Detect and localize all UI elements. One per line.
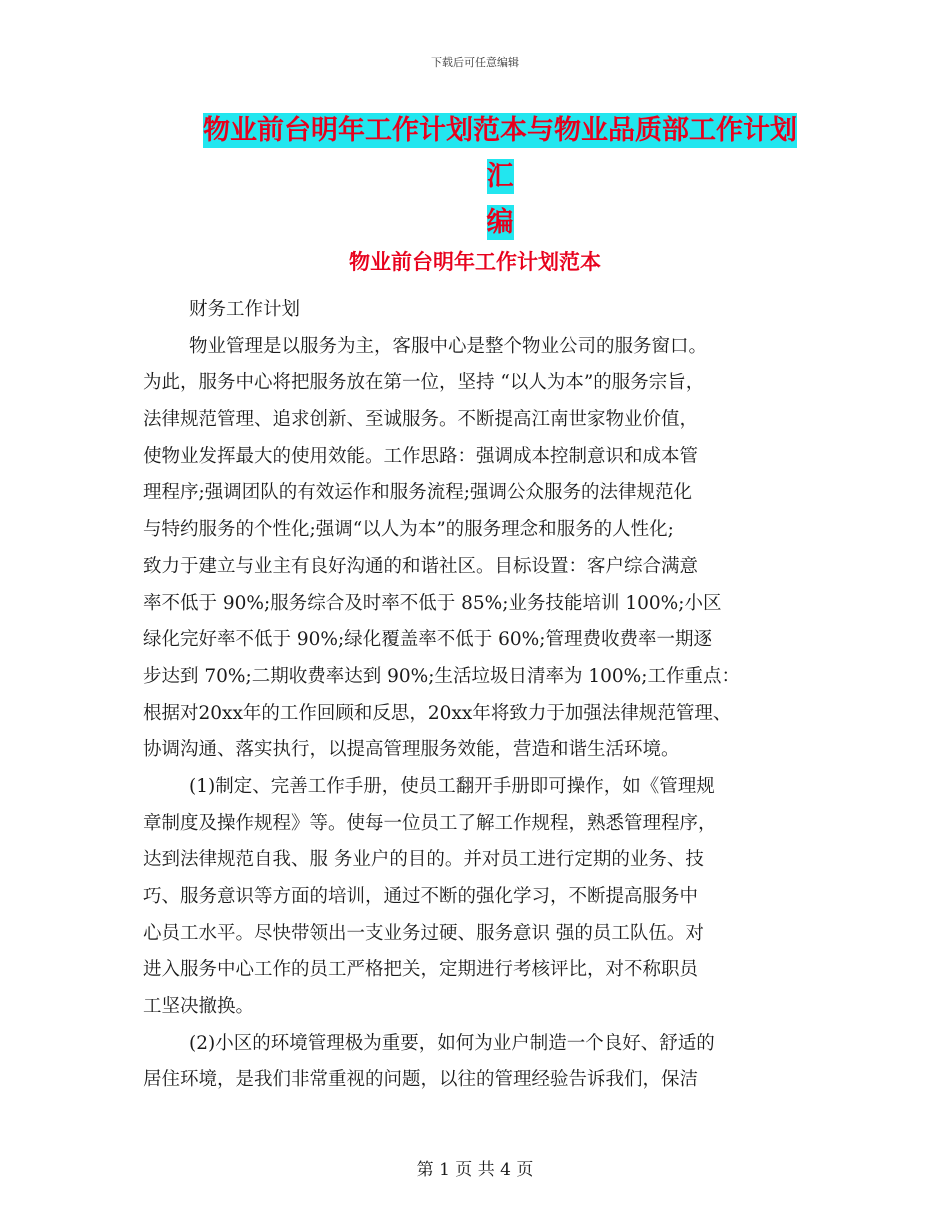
- body-line: 进入服务中心工作的员工严格把关，定期进行考核评比，对不称职员: [143, 959, 699, 981]
- section-title: 物业前台明年工作计划范本: [349, 250, 601, 274]
- body-line: 根据对20xx年的工作回顾和反思，20xx年将致力于加强法律规范管理、: [143, 702, 732, 724]
- body-line: 使物业发挥最大的使用效能。工作思路：强调成本控制意识和成本管: [143, 445, 699, 467]
- body-line: 物业管理是以服务为主，客服中心是整个物业公司的服务窗口。: [189, 335, 708, 357]
- body-line: 心员工水平。尽快带领出一支业务过硬、服务意识 强的员工队伍。对: [143, 922, 704, 944]
- page-footer: 第 1 页 共 4 页: [416, 1160, 534, 1180]
- body-line: 法律规范管理、追求创新、至诚服务。不断提高江南世家物业价值，: [143, 409, 699, 431]
- document-title-line2: 编: [486, 207, 514, 238]
- body-line: 工坚决撤换。: [143, 996, 255, 1018]
- body-line: 协调沟通、落实执行，以提高管理服务效能，营造和谐生活环境。: [143, 739, 680, 761]
- document-title: [190, 108, 810, 246]
- document-title-line1: 物业前台明年工作计划范本与物业品质部工作计划汇: [203, 115, 797, 192]
- header-note: 下载后可任意编辑: [431, 56, 519, 69]
- body-line: 率不低于 90%;服务综合及时率不低于 85%;业务技能培训 100%;小区: [143, 592, 722, 614]
- body-line: 达到法律规范自我、服 务业户的目的。并对员工进行定期的业务、技: [143, 849, 704, 871]
- body-line: 为此，服务中心将把服务放在第一位，坚持 “以人为本”的服务宗旨，: [143, 372, 705, 394]
- body-line: 绿化完好率不低于 90%;绿化覆盖率不低于 60%;管理费收费率一期逐: [143, 629, 712, 651]
- body-line: (2)小区的环境管理极为重要，如何为业户制造一个良好、舒适的: [189, 1032, 715, 1054]
- body-line: (1)制定、完善工作手册，使员工翻开手册即可操作，如《管理规: [189, 775, 715, 797]
- body-line: 与特约服务的个性化;强调“以人为本”的服务理念和服务的人性化;: [143, 519, 674, 541]
- body-line: 章制度及操作规程》等。使每一位员工了解工作规程，熟悉管理程序，: [143, 812, 717, 834]
- body-text: [143, 292, 823, 1099]
- body-line: 步达到 70%;二期收费率达到 90%;生活垃圾日清率为 100%;工作重点：: [143, 665, 740, 687]
- body-line: 财务工作计划: [189, 299, 301, 320]
- body-line: 居住环境，是我们非常重视的问题，以往的管理经验告诉我们，保洁: [143, 1069, 699, 1091]
- body-line: 致力于建立与业主有良好沟通的和谐社区。目标设置：客户综合满意: [143, 555, 699, 577]
- body-line: 巧、服务意识等方面的培训，通过不断的强化学习，不断提高服务中: [143, 886, 699, 907]
- body-line: 理程序;强调团队的有效运作和服务流程;强调公众服务的法律规范化: [143, 482, 692, 504]
